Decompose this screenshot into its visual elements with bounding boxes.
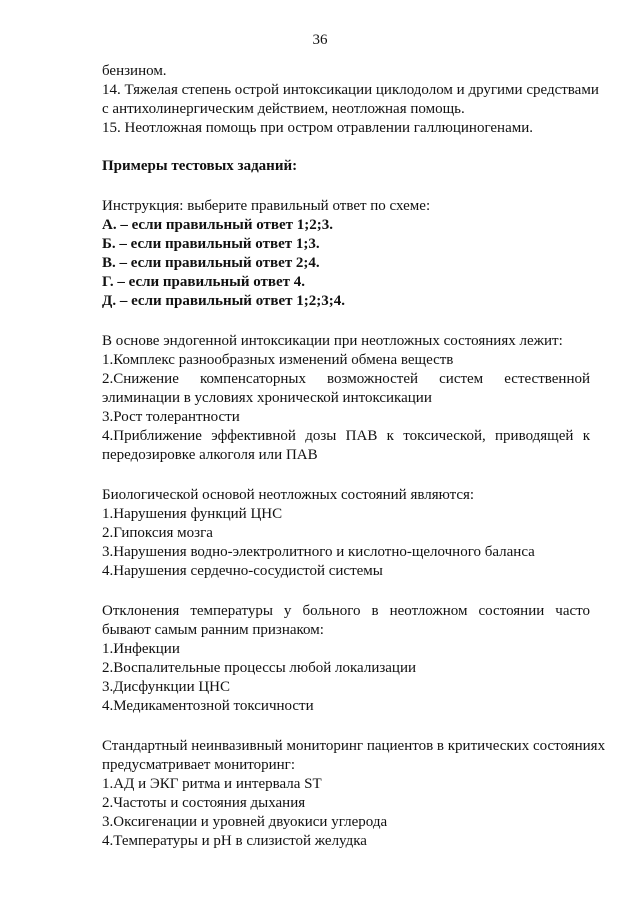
- question-option: 3.Нарушения водно-электролитного и кислотно-щелочного баланса: [102, 544, 535, 560]
- question-4: [102, 737, 606, 851]
- question-option: 3.Рост толерантности: [102, 409, 240, 425]
- instruction-block: [102, 197, 590, 311]
- question-option: 1.АД и ЭКГ ритма и интервала ST: [102, 776, 322, 792]
- question-option: 4.Медикаментозной токсичности: [102, 698, 314, 714]
- question-stem: Стандартный неинвазивный мониторинг пациентов в критических состояниях: [102, 738, 606, 754]
- question-option: элиминации в условиях хронической интоксикации: [102, 390, 432, 406]
- question-stem: Отклонения температуры у больного в неотложном состоянии часто: [102, 603, 590, 619]
- intro-line: 15. Неотложная помощь при остром отравлении галлюциногенами.: [102, 120, 534, 136]
- question-stem: бывают самым ранним признаком:: [102, 622, 324, 638]
- question-2: [102, 486, 590, 581]
- document-body: [102, 62, 606, 851]
- question-stem: В основе эндогенной интоксикации при неотложных состояниях лежит:: [102, 333, 563, 349]
- section-title: Примеры тестовых заданий:: [102, 158, 298, 174]
- answer-option: А. – если правильный ответ 1;2;3.: [102, 217, 333, 233]
- question-option: 2.Воспалительные процессы любой локализации: [102, 660, 417, 676]
- answer-option: Д. – если правильный ответ 1;2;3;4.: [102, 293, 345, 309]
- question-option: передозировке алкоголя или ПАВ: [102, 447, 318, 463]
- question-option: 1.Нарушения функций ЦНС: [102, 506, 283, 522]
- question-option: 4.Нарушения сердечно-сосудистой системы: [102, 563, 383, 579]
- instruction-text: Инструкция: выберите правильный ответ по схеме:: [102, 198, 431, 214]
- question-3: [102, 602, 590, 716]
- intro-line: 14. Тяжелая степень острой интоксикации циклодолом и другими средствами: [102, 82, 599, 98]
- question-option: 2.Частоты и состояния дыхания: [102, 795, 306, 811]
- answer-option: Б. – если правильный ответ 1;3.: [102, 236, 320, 252]
- question-option: 1.Комплекс разнообразных изменений обмена веществ: [102, 352, 454, 368]
- question-option: 4.Приближение эффективной дозы ПАВ к токсической, приводящей к: [102, 428, 590, 444]
- answer-option: Г. – если правильный ответ 4.: [102, 274, 306, 290]
- question-option: 2.Снижение компенсаторных возможностей систем естественной: [102, 371, 590, 387]
- question-1: [102, 332, 590, 465]
- question-option: 3.Оксигенации и уровней двуокиси углерода: [102, 814, 388, 830]
- question-stem: Биологической основой неотложных состояний являются:: [102, 487, 475, 503]
- question-option: 2.Гипоксия мозга: [102, 525, 213, 541]
- section-title-block: [102, 157, 590, 176]
- intro-line: с антихолинергическим действием, неотложная помощь.: [102, 101, 465, 117]
- intro-text: [102, 62, 599, 138]
- question-option: 3.Дисфункции ЦНС: [102, 679, 231, 695]
- question-option: 4.Температуры и pH в слизистой желудка: [102, 833, 367, 849]
- question-option: 1.Инфекции: [102, 641, 180, 657]
- question-stem: предусматривает мониторинг:: [102, 757, 295, 773]
- answer-option: В. – если правильный ответ 2;4.: [102, 255, 320, 271]
- intro-line: бензином.: [102, 63, 167, 79]
- page-number: 36: [312, 32, 328, 48]
